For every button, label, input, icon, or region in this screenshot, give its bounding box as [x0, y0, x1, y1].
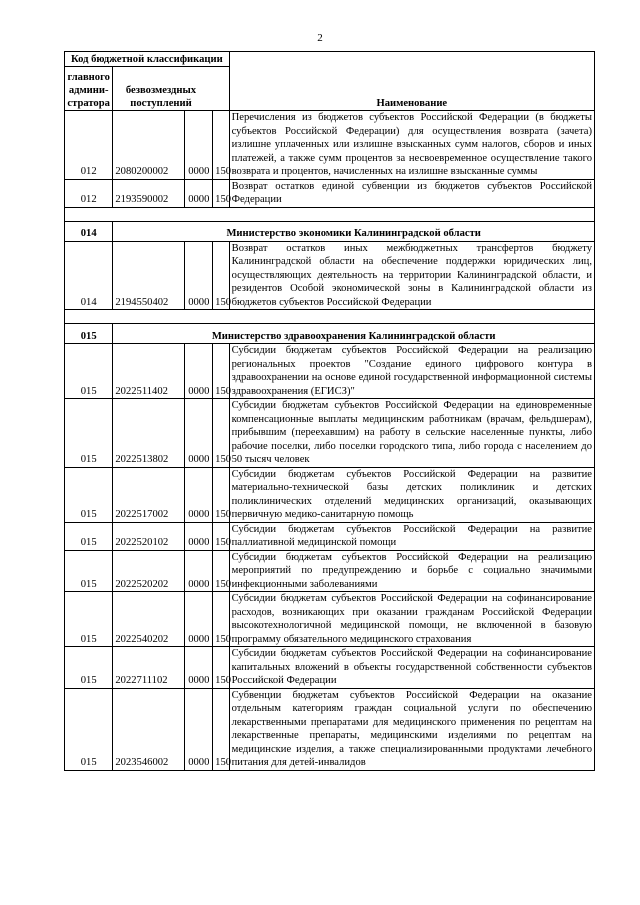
sub-code-1: 0000 [185, 344, 213, 399]
item-description: Субсидии бюджетам субъектов Российской Федерации на развитие паллиативной медицинской помощи [229, 522, 594, 550]
receipt-code: 2193590002 [113, 179, 185, 207]
sub-code-2: 150 [213, 550, 229, 592]
sub-code-1: 0000 [185, 522, 213, 550]
sub-code-2: 150 [213, 241, 229, 310]
admin-code: 015 [65, 550, 113, 592]
table-row [65, 344, 595, 399]
receipt-code: 2022513802 [113, 399, 185, 468]
item-description: Субсидии бюджетам субъектов Российской Федерации на единовременные компенсационные выплаты медицинским работникам (врачам, фельдшерам), прибывшим (переехавшим) на работу в сельские населенные пункты, либо рабочие поселки, либо поселки городского типа, либо города с населением до 50 тысяч человек [229, 399, 594, 468]
classification-header: Код бюджетной классификации [65, 52, 230, 67]
sub-code-2: 150 [213, 111, 229, 180]
table-row [65, 550, 595, 592]
budget-classification-table [64, 51, 595, 771]
sub-code-1: 0000 [185, 550, 213, 592]
table-row [65, 399, 595, 468]
admin-code: 015 [65, 467, 113, 522]
page-number: 2 [317, 32, 323, 44]
spacer-cell [65, 310, 595, 324]
receipt-code: 2022540202 [113, 592, 185, 647]
section-title: Министерство экономики Калининградской области [113, 221, 595, 241]
sub-code-2: 150 [213, 592, 229, 647]
sub-code-2: 150 [213, 399, 229, 468]
sub-code-2: 150 [213, 179, 229, 207]
admin-code: 014 [65, 241, 113, 310]
header-row-top [65, 52, 595, 67]
spacer-cell [65, 207, 595, 221]
spacer-row [65, 207, 595, 221]
sub-code-2: 150 [213, 688, 229, 770]
table-row [65, 467, 595, 522]
receipts-header: безвозмездных поступлений [113, 67, 229, 111]
receipt-code: 2022511402 [113, 344, 185, 399]
item-description: Субсидии бюджетам субъектов Российской Федерации на развитие материально-технической базы детских поликлиник и детских поликлинических отделений медицинских организаций, оказывающих первичную медико-санитарную помощь [229, 467, 594, 522]
receipt-code: 2023546002 [113, 688, 185, 770]
sub-code-2: 150 [213, 467, 229, 522]
table-row [65, 241, 595, 310]
receipt-code: 2022517002 [113, 467, 185, 522]
table-body [65, 111, 595, 771]
admin-header: главного админи-стратора [65, 67, 113, 111]
table-row [65, 647, 595, 689]
sub-code-1: 0000 [185, 592, 213, 647]
sub-code-2: 150 [213, 647, 229, 689]
table-row [65, 592, 595, 647]
admin-code: 015 [65, 647, 113, 689]
admin-code: 015 [65, 522, 113, 550]
item-description: Субвенции бюджетам субъектов Российской Федерации на оказание отдельным категориям граждан социальной услуги по обеспечению лекарственными препаратами для медицинского применения по рецептам на лекарственные препараты, медицинскими изделиями по рецептам на медицинские изделия, а также специализированными продуктами лечебного питания для детей-инвалидов [229, 688, 594, 770]
sub-code-1: 0000 [185, 467, 213, 522]
sub-code-1: 0000 [185, 688, 213, 770]
table-row [65, 522, 595, 550]
receipt-code: 2022520202 [113, 550, 185, 592]
table-row [65, 111, 595, 180]
section-admin-code: 015 [65, 324, 113, 344]
item-description: Субсидии бюджетам субъектов Российской Федерации на реализацию региональных проектов "Создание единого цифрового контура в здравоохранении на основе единой государственной информационной системы здравоохранения (ЕГИСЗ)" [229, 344, 594, 399]
section-row [65, 324, 595, 344]
sub-code-1: 0000 [185, 241, 213, 310]
section-title: Министерство здравоохранения Калининградской области [113, 324, 595, 344]
item-description: Перечисления из бюджетов субъектов Российской Федерации (в бюджеты субъектов Российской Федерации) для осуществления возврата (зачета) излишне уплаченных или излишне взысканных сумм налогов, сборов и иных платежей, а также сумм процентов за несвоевременное осуществление такого возврата и процентов, начисленных на излишне взысканные суммы [229, 111, 594, 180]
admin-code: 015 [65, 592, 113, 647]
receipt-code: 2022520102 [113, 522, 185, 550]
sub-code-1: 0000 [185, 179, 213, 207]
item-description: Возврат остатков единой субвенции из бюджетов субъектов Российской Федерации [229, 179, 594, 207]
receipt-code: 2022711102 [113, 647, 185, 689]
table-row [65, 688, 595, 770]
admin-code: 015 [65, 344, 113, 399]
section-admin-code: 014 [65, 221, 113, 241]
sub-code-2: 150 [213, 344, 229, 399]
sub-code-1: 0000 [185, 647, 213, 689]
sub-code-1: 0000 [185, 111, 213, 180]
receipt-code: 2080200002 [113, 111, 185, 180]
item-description: Субсидии бюджетам субъектов Российской Федерации на реализацию мероприятий по предупреждению и борьбе с социально значимыми инфекционными заболеваниями [229, 550, 594, 592]
admin-code: 012 [65, 179, 113, 207]
item-description: Возврат остатков иных межбюджетных трансфертов бюджету Калининградской области на обеспечение поддержки юридических лиц, осуществляющих деятельность на территории Калининградской области, и резидентов Особой экономической зоны в Калининградской области из бюджетов субъектов Российской Федерации [229, 241, 594, 310]
admin-code: 015 [65, 688, 113, 770]
item-description: Субсидии бюджетам субъектов Российской Федерации на софинансирование капитальных вложений в объекты государственной собственности субъектов Российской Федерации [229, 647, 594, 689]
name-header: Наименование [229, 52, 594, 111]
section-row [65, 221, 595, 241]
receipt-code: 2194550402 [113, 241, 185, 310]
sub-code-2: 150 [213, 522, 229, 550]
item-description: Субсидии бюджетам субъектов Российской Федерации на софинансирование расходов, возникающих при оказании гражданам Российской Федерации высокотехнологичной медицинской помощи, не включенной в базовую программу обязательного медицинского страхования [229, 592, 594, 647]
admin-code: 012 [65, 111, 113, 180]
table-row [65, 179, 595, 207]
sub-code-1: 0000 [185, 399, 213, 468]
spacer-row [65, 310, 595, 324]
admin-code: 015 [65, 399, 113, 468]
